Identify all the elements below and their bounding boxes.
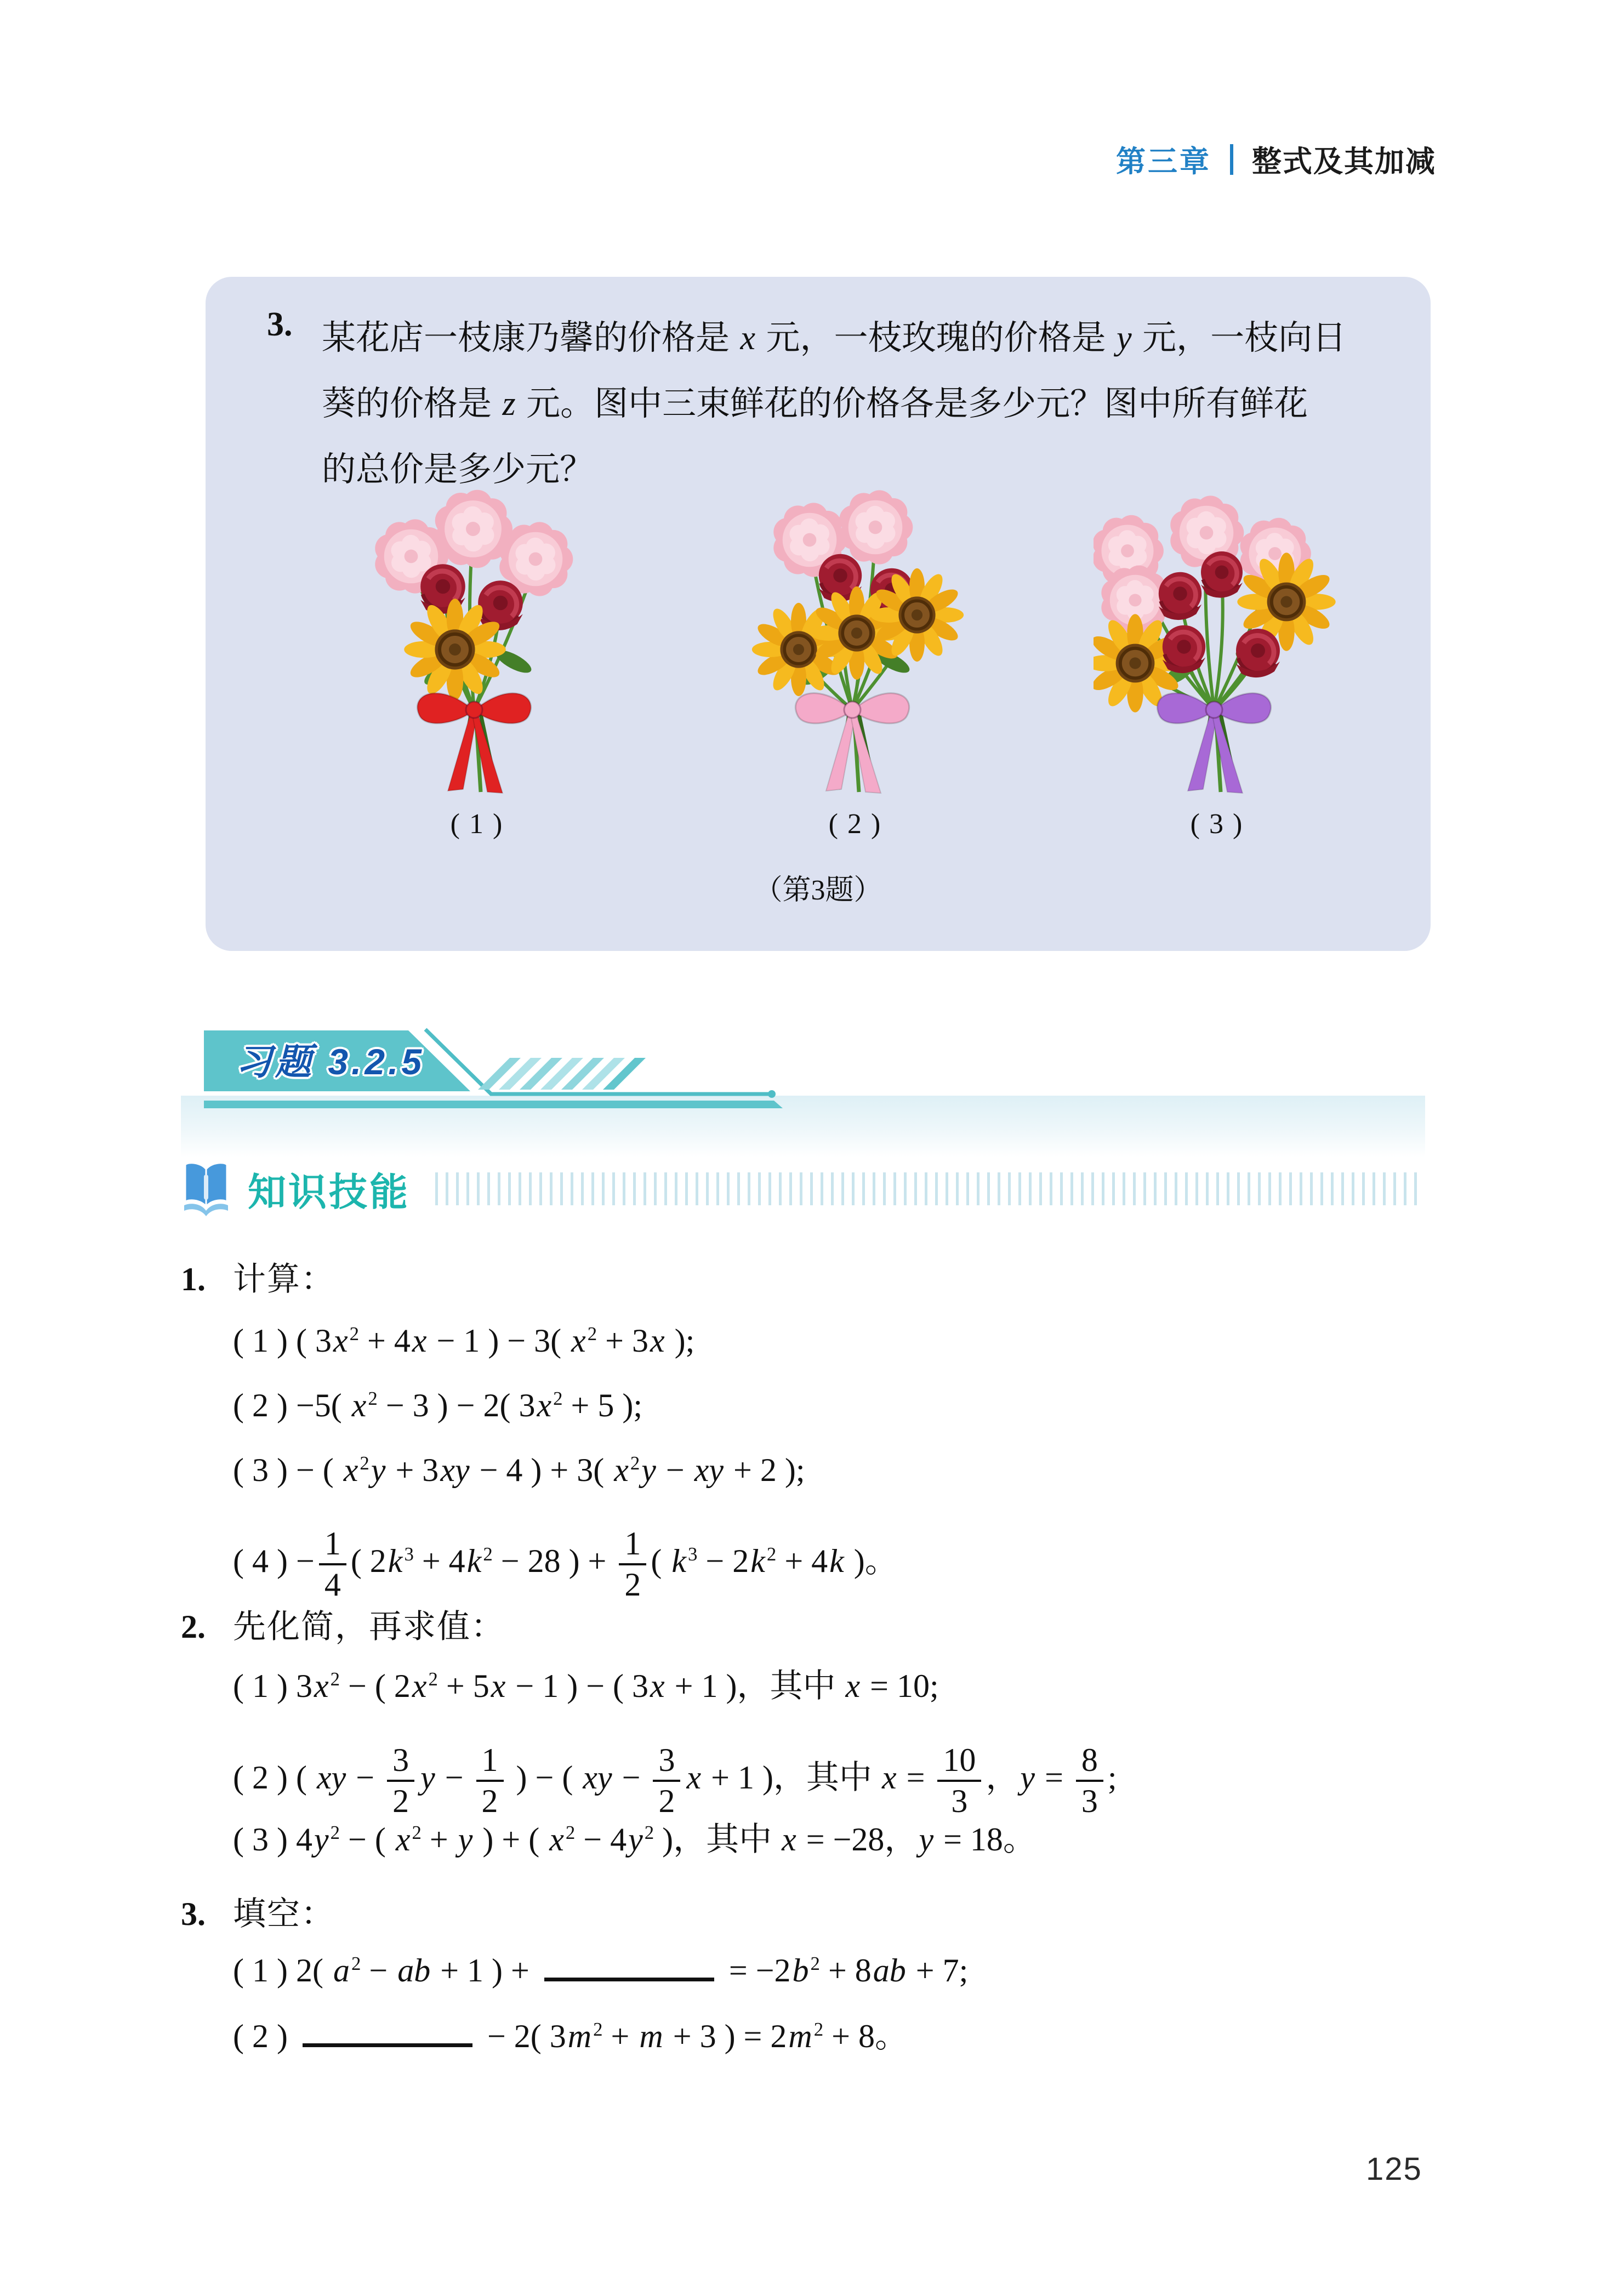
- problem2-item-3: ( 3 ) $4y^2$ − ( $x^2 + y$ ) + ( $x^2 - 4y^2$ )，其中 x = −28，y = 18。: [233, 1821, 1036, 1858]
- problem3-line: 葵的价格是 z 元。图中三束鲜花的价格各是多少元？图中所有鲜花: [322, 385, 1308, 423]
- chapter-header: [1116, 138, 1436, 180]
- problem3-heading: [181, 1894, 335, 1934]
- problem2-item-2: ( 2 ) ( xy − $\frac{3}{2}$ y − $\frac{1}{2}$ ) − ( xy − $\frac{3}{2}$ x + 1 )，其中 x = $\frac{10}{3}$ ，y = $\frac{8}{3}$ ;: [233, 1742, 1117, 1819]
- problem3-line: 某花店一枝康乃馨的价格是 x 元，一枝玫瑰的价格是 y 元，一枝向日: [322, 320, 1347, 357]
- problem1-item-3: ( 3 ) − ( $x^2y + 3xy - 4$ ) + 3( $x^2y$ − xy + 2 );: [233, 1452, 805, 1488]
- problem2-number: 2.: [181, 1609, 206, 1645]
- tick-pattern: [435, 1172, 1423, 1205]
- problem3-number: 3.: [267, 306, 293, 343]
- problem3-title: 填空：: [233, 1896, 335, 1932]
- exercise-banner: [204, 1025, 927, 1118]
- problem1-number: 1.: [181, 1261, 206, 1297]
- bouquet-image-1: [354, 482, 600, 800]
- exercise-banner-label: 习题: [236, 1041, 315, 1082]
- problem1-heading: [181, 1260, 335, 1299]
- bouquet-image-2: [732, 482, 978, 800]
- problem1-item-1: ( 1 ) ( $3x^2 + 4x - 1$ ) − 3( $x^2 + 3x$ );: [233, 1323, 695, 1359]
- exercise-banner-number: 3.2.5: [328, 1041, 425, 1082]
- bouquet-figure-2: [732, 482, 978, 840]
- page-number: 125: [1366, 2151, 1422, 2187]
- section-title: 知识技能: [248, 1170, 410, 1213]
- bouquet-label-1: ( 1 ): [450, 808, 504, 840]
- open-book-icon: [181, 1160, 231, 1217]
- header-divider: [1230, 144, 1233, 175]
- chapter-label: 第三章: [1116, 145, 1211, 178]
- figure-caption: （第3题）: [754, 875, 882, 906]
- exercise-banner-title: [236, 1033, 425, 1085]
- chapter-title: 整式及其加减: [1252, 145, 1436, 178]
- bouquet-figure-3: [1094, 482, 1340, 840]
- problem3-card: [206, 277, 1431, 951]
- problem3-text: [322, 305, 1413, 503]
- problem1-item-4: ( 4 ) − $\frac{1}{4}$ ( $2k^3 + 4k^2 - 28$ ) + $\frac{1}{2}$ ( $k^3 - 2k^2 + 4k$ )。: [233, 1525, 898, 1603]
- section-header: [181, 1160, 1425, 1218]
- bouquet-figure-1: [354, 482, 600, 840]
- problem2-heading: [181, 1607, 505, 1646]
- problem3-item-2: ( 2 ) − 2( $3m^2 + m + 3$ ) = $2m^2 + 8$。: [233, 2010, 908, 2056]
- problems-list: [181, 1250, 1458, 2127]
- bouquet-label-3: ( 3 ): [1190, 808, 1244, 840]
- problem2-title: 先化简，再求值：: [233, 1609, 505, 1645]
- bouquet-image-3: [1094, 482, 1340, 800]
- problem1-title: 计算：: [233, 1261, 335, 1297]
- problem3-item-1: ( 1 ) 2( $a^2$ − ab + 1 ) + = $-2b^2 + 8ab + 7$;: [233, 1945, 968, 1990]
- problem1-item-2: ( 2 ) −5( $x^2 - 3$ ) − 2( $3x^2 + 5$ );: [233, 1387, 643, 1423]
- problem3-line: 的总价是多少元？: [322, 451, 594, 488]
- problem2-item-1: ( 1 ) $3x^2$ − ( $2x^2 + 5x - 1$ ) − ( 3x + 1 )，其中 x = 10;: [233, 1668, 939, 1704]
- bouquet-label-2: ( 2 ): [828, 808, 882, 840]
- problem3-number-label: 3.: [181, 1896, 206, 1932]
